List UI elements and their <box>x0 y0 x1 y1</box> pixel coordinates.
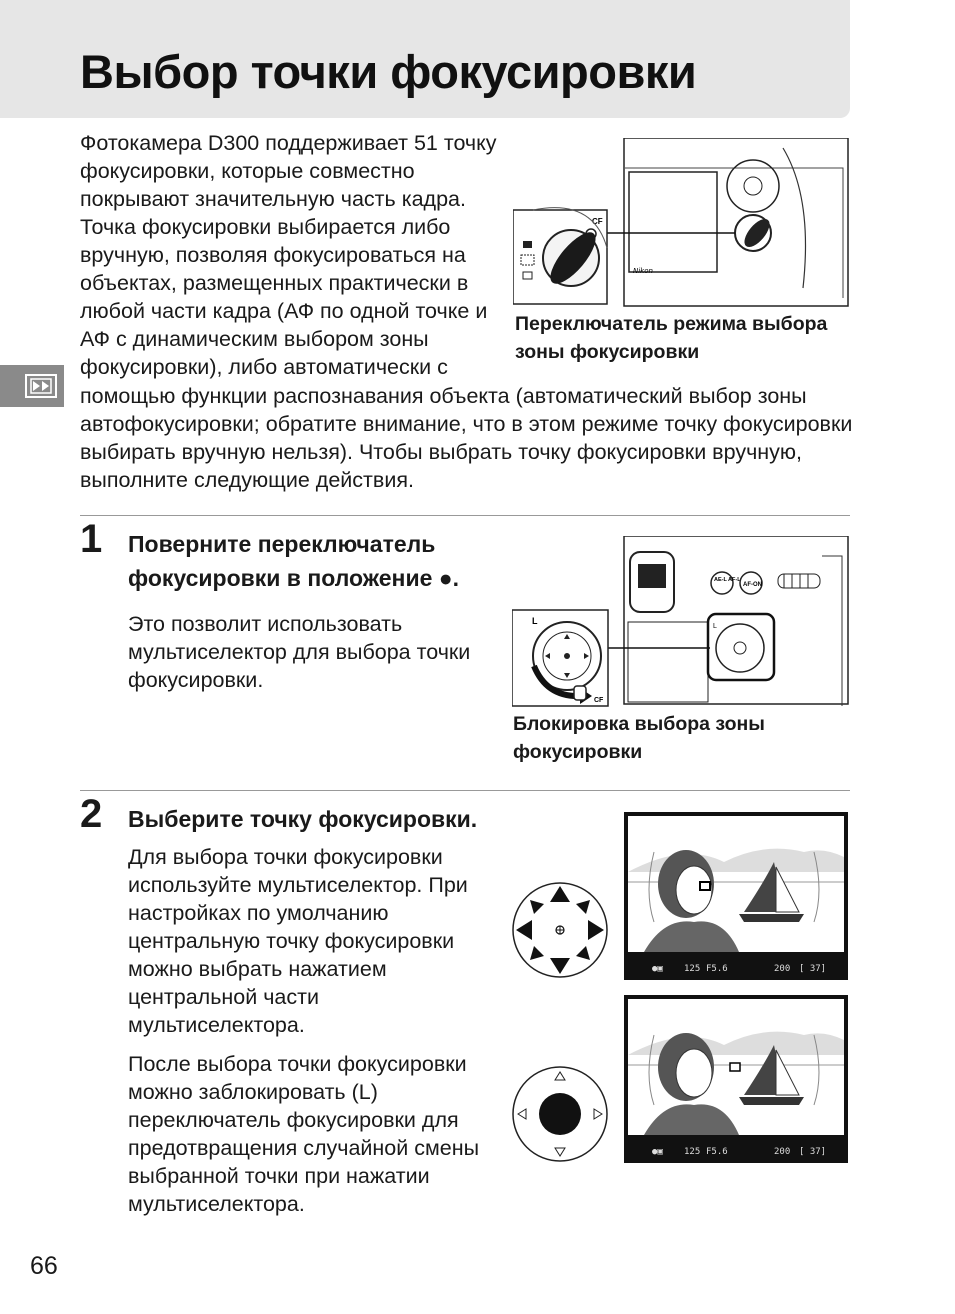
readout-aperture: F5.6 <box>706 964 728 974</box>
cf-label-2: CF <box>594 697 604 704</box>
step2-text-1: Для выбора точки фокусировки используйте мультиселектор. При настройках по умолчанию центральную точку фокусировки можно выбрать нажатием центральной части мультиселектора. <box>128 845 468 1037</box>
l-label-small: L <box>713 623 717 630</box>
readout-aperture: F5.6 <box>706 1147 728 1157</box>
section-tab[interactable] <box>0 365 64 407</box>
multi-selector-center[interactable] <box>510 1064 610 1164</box>
multi-selector-arrows[interactable] <box>510 880 610 980</box>
step1-text: Это позволит использовать мультиселектор для выбора точки фокусировки. <box>128 612 471 692</box>
figure1-caption: Переключатель режима выбора зоны фокусировки <box>515 313 828 363</box>
lcd-monitor <box>629 172 717 272</box>
intro-paragraph-2: помощью функции распознавания объекта (автоматический выбор зоны автофокусировки; обратите внимание, что в этом режиме точку фокусировки выбирать вручную нельзя). Чтобы выбрать точку фокусировки вручную, выполните следующие действия. <box>80 384 853 492</box>
readout-frames: [ 37] <box>799 964 827 974</box>
readout-focus-icon: ●▣ <box>652 964 663 974</box>
af-on-label: AF-ON <box>743 582 762 588</box>
shutter-release-mode-icon <box>0 365 64 407</box>
page-title: Выбор точки фокусировки <box>80 45 697 98</box>
intro-paragraph-1: Фотокамера D300 поддерживает 51 точку фокусировки, которые совместно покрывают значительную часть кадра. Точка фокусировки выбирается либо вручную, позволяя фокусироваться на объектах, размещенных практически в любой части кадра (АФ по одной точке и АФ с динамическим выбором зоны фокусировки), либо автоматически с <box>80 131 497 379</box>
readout-shutter: 125 <box>684 964 701 974</box>
figure-focus-selector-lock <box>512 536 849 708</box>
readout-iso: 200 <box>774 964 791 974</box>
nikon-logo-text: Nikon <box>633 267 653 275</box>
readout-shutter: 125 <box>684 1147 701 1157</box>
page-number: 66 <box>30 1252 58 1280</box>
viewfinder-image-2 <box>624 995 848 1163</box>
cf-label: CF <box>592 217 603 226</box>
viewfinder-image-1 <box>624 812 848 980</box>
step1-heading: Поверните переключатель фокусировки в положение ●. <box>128 531 460 591</box>
l-label: L <box>532 616 538 626</box>
ae-lock-label: AE-L AF-L <box>714 577 741 583</box>
readout-iso: 200 <box>774 1147 791 1157</box>
figure-focus-mode-selector <box>513 138 849 308</box>
step-number: 1 <box>80 517 103 561</box>
readout-frames: [ 37] <box>799 1147 827 1157</box>
divider <box>80 515 850 516</box>
step2-heading: Выберите точку фокусировки. <box>128 806 478 832</box>
step-number: 2 <box>80 792 103 836</box>
divider <box>80 790 850 791</box>
step1-caption: Блокировка выбора зоны фокусировки <box>513 713 765 763</box>
readout-focus-icon: ●▣ <box>652 1147 663 1157</box>
step2-text-2: После выбора точки фокусировки можно заблокировать (L) переключатель фокусировки для предотвращения случайной смены выбранной точки при нажатии мультиселектора. <box>128 1052 480 1216</box>
